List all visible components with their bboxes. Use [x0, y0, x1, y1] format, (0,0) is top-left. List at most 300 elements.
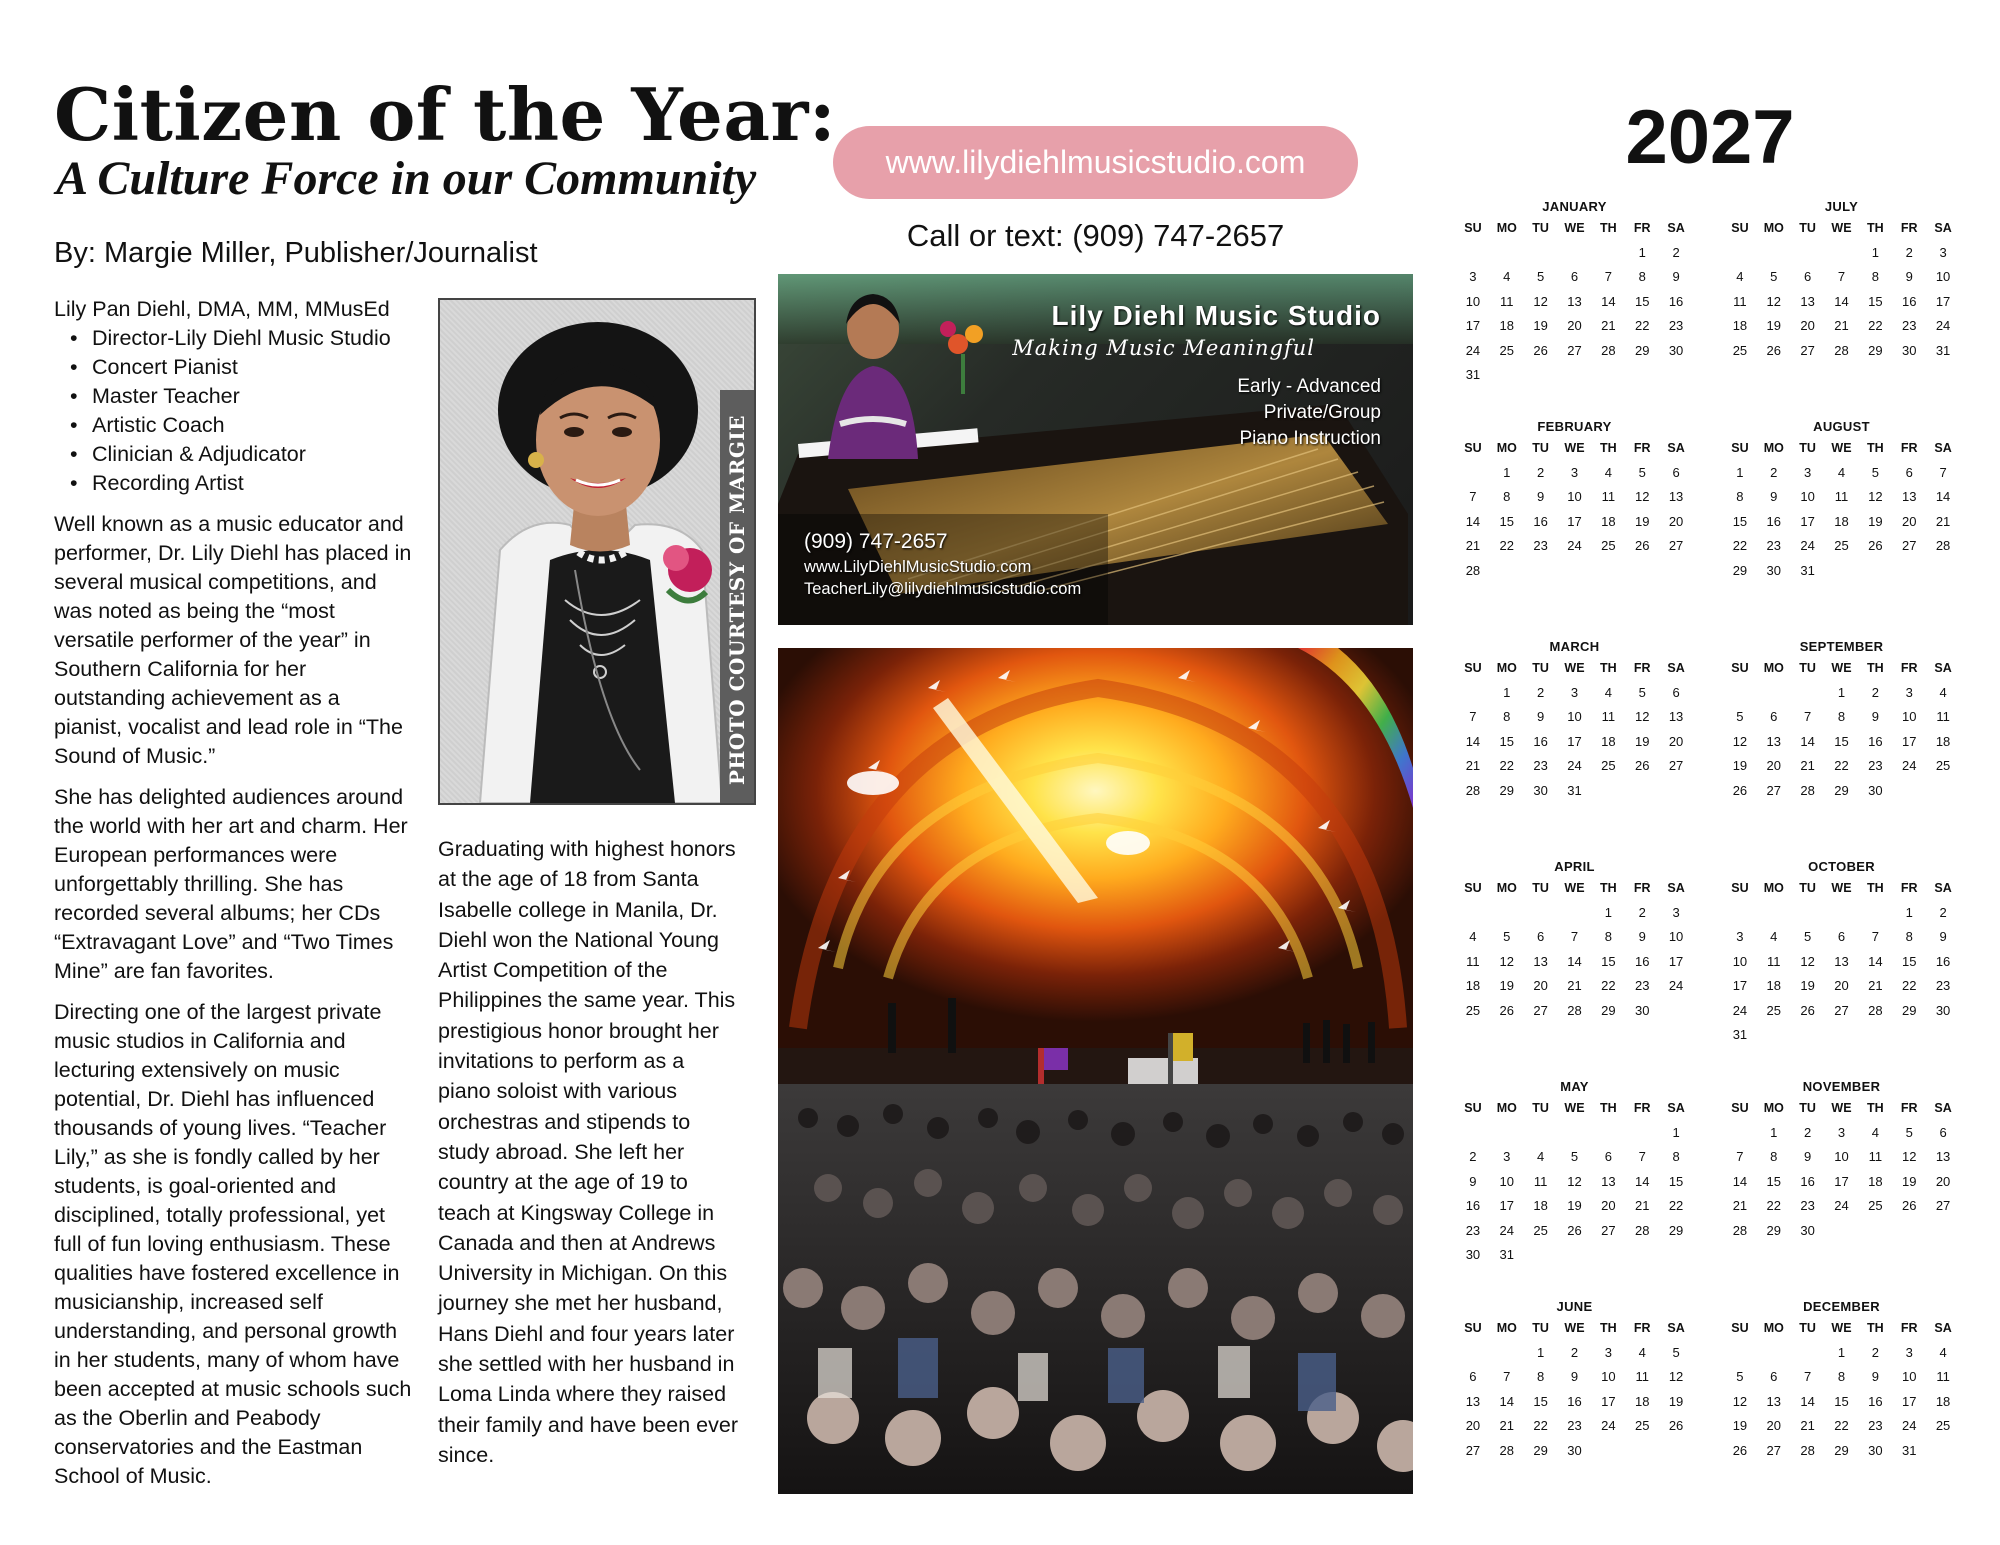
day-cell [1524, 559, 1558, 584]
day-cell: 4 [1837, 464, 1846, 480]
paragraph-3: Directing one of the largest private music studios in California and lecturing extensively on music potential, Dr. Diehl has influenced thousands of young lives. “Teacher Lily,” as she is fondly called by her students, is goal-oriented and disciplined, totally professional, yet full of fun loving enthusiasm. These qualities have fostered excellence in musicianship, increased self understanding, and personal growth in her students, many of whom have been accepted at music schools such as the Oberlin and Peabody conservatories and the Eastman School of Music. [54, 1000, 412, 1488]
day-cell: 30 [1868, 782, 1883, 798]
day-cell: 2 [1871, 1344, 1879, 1360]
weekday-header [1723, 1316, 1960, 1341]
day-cell: 27 [1766, 782, 1781, 798]
day-cell: 25 [1834, 538, 1849, 553]
day-cell: 19 [1766, 318, 1781, 333]
weekday-label: WE [1564, 881, 1585, 895]
weekday-header [1456, 656, 1693, 681]
weekday-label: TU [1532, 1101, 1549, 1115]
day-cell: 13 [1766, 1393, 1781, 1409]
weekday-label: TU [1532, 221, 1549, 235]
day-cell: 11 [1635, 1369, 1649, 1384]
weekday-label: WE [1831, 661, 1852, 675]
day-cell: 6 [1905, 464, 1913, 480]
day-cell: 20 [1834, 978, 1849, 993]
day-cell: 2 [1871, 684, 1879, 700]
day-cell: 24 [1465, 342, 1481, 358]
day-cell: 16 [1868, 733, 1883, 749]
week-row [1723, 510, 1960, 535]
month-name: APRIL [1554, 859, 1595, 874]
week-row [1723, 779, 1960, 804]
day-cell [1926, 1439, 1960, 1464]
day-cell: 15 [1766, 1173, 1781, 1189]
weekday-label: MO [1763, 661, 1784, 675]
day-cell: 8 [1871, 269, 1879, 284]
weekday-label: SU [1731, 221, 1749, 235]
day-cell: 20 [1766, 1418, 1781, 1433]
weekday-label: SU [1464, 881, 1482, 895]
day-cell: 25 [1533, 1222, 1548, 1238]
week-row [1723, 1194, 1960, 1219]
day-cell [1723, 1341, 1757, 1366]
day-cell: 24 [1800, 538, 1815, 553]
week-row [1456, 241, 1693, 266]
day-cell [1659, 363, 1693, 388]
day-cell: 31 [1800, 562, 1815, 578]
day-cell: 14 [1499, 1393, 1514, 1409]
day-cell: 8 [1537, 1369, 1545, 1384]
weekday-label: SU [1464, 1321, 1482, 1335]
day-cell: 19 [1800, 978, 1815, 993]
day-cell [1591, 1243, 1625, 1268]
role-item: • Recording Artist [92, 469, 412, 498]
month-march [1456, 638, 1693, 854]
day-cell: 26 [1732, 782, 1748, 798]
day-cell [1926, 1023, 1960, 1048]
day-cell: 24 [1901, 1418, 1917, 1433]
weekday-label: MO [1496, 441, 1517, 455]
day-cell: 28 [1634, 1222, 1650, 1238]
day-cell: 8 [1905, 929, 1913, 944]
day-cell: 2 [1804, 1124, 1812, 1140]
day-cell [1659, 999, 1693, 1024]
day-cell: 30 [1465, 1247, 1481, 1262]
day-cell: 1 [1871, 244, 1879, 260]
day-cell [1625, 779, 1659, 804]
day-cell: 26 [1668, 1418, 1684, 1433]
day-cell: 3 [1469, 269, 1477, 284]
week-row [1723, 1439, 1960, 1464]
day-cell: 26 [1901, 1198, 1917, 1213]
day-cell: 16 [1668, 293, 1684, 309]
weekday-label: TH [1867, 1321, 1884, 1335]
week-row [1456, 510, 1693, 535]
weekday-label: SA [1667, 441, 1685, 455]
day-cell: 15 [1601, 953, 1616, 969]
week-row [1456, 1145, 1693, 1170]
week-row [1723, 1390, 1960, 1415]
day-cell: 18 [1834, 513, 1849, 529]
day-cell: 5 [1638, 684, 1646, 700]
weekday-label: SU [1731, 1101, 1749, 1115]
week-row [1456, 314, 1693, 339]
day-cell [1757, 901, 1791, 926]
day-cell [1524, 241, 1558, 266]
day-cell: 15 [1834, 1393, 1849, 1409]
weekday-label: SA [1934, 441, 1952, 455]
day-cell: 25 [1935, 1418, 1951, 1433]
day-cell: 16 [1634, 953, 1650, 969]
day-cell: 3 [1570, 684, 1579, 700]
day-cell [1558, 1243, 1592, 1268]
month-april [1456, 858, 1693, 1074]
day-cell: 19 [1868, 513, 1883, 529]
day-cell: 5 [1537, 269, 1545, 284]
day-cell: 14 [1868, 953, 1883, 969]
day-cell: 14 [1800, 733, 1815, 749]
day-cell [1591, 363, 1625, 388]
day-cell: 13 [1567, 293, 1582, 309]
day-cell: 16 [1800, 1173, 1815, 1189]
day-cell: 23 [1668, 318, 1684, 333]
day-cell: 22 [1766, 1198, 1781, 1213]
day-cell: 22 [1499, 538, 1514, 553]
day-cell [1791, 1023, 1825, 1048]
day-cell: 13 [1834, 953, 1849, 969]
day-cell: 21 [1800, 1418, 1815, 1433]
week-row [1723, 461, 1960, 486]
day-cell [1625, 559, 1659, 584]
article-column-1 [54, 295, 412, 1503]
day-cell: 3 [1736, 929, 1744, 944]
day-cell: 9 [1537, 709, 1545, 724]
day-cell: 10 [1732, 953, 1748, 969]
day-cell [1558, 363, 1592, 388]
day-cell: 18 [1601, 733, 1616, 749]
day-cell: 11 [1733, 293, 1747, 309]
day-cell: 10 [1901, 1369, 1917, 1384]
weekday-header [1456, 1096, 1693, 1121]
day-cell: 9 [1537, 489, 1545, 504]
day-cell: 14 [1935, 489, 1951, 504]
week-row [1456, 705, 1693, 730]
day-cell: 2 [1905, 244, 1913, 260]
day-cell: 25 [1868, 1198, 1883, 1213]
day-cell: 3 [1905, 1344, 1913, 1360]
day-cell: 31 [1567, 782, 1582, 798]
day-cell: 1 [1604, 904, 1612, 920]
day-cell: 13 [1668, 709, 1684, 724]
day-cell: 8 [1672, 1149, 1680, 1164]
week-row [1723, 925, 1960, 950]
weekday-label: SA [1934, 661, 1952, 675]
website-link[interactable]: www.lilydiehlmusicstudio.com [833, 126, 1358, 199]
role-item: • Master Teacher [92, 382, 412, 411]
week-row [1723, 681, 1960, 706]
day-cell: 12 [1868, 489, 1883, 504]
day-cell: 23 [1533, 758, 1548, 773]
weekday-header [1723, 876, 1960, 901]
day-cell: 25 [1499, 342, 1514, 358]
article-byline: By: Margie Miller, Publisher/Journalist [54, 237, 538, 269]
day-cell: 24 [1601, 1418, 1616, 1433]
day-cell: 22 [1634, 318, 1650, 333]
week-row [1723, 241, 1960, 266]
week-row [1456, 339, 1693, 364]
day-cell: 17 [1901, 1393, 1917, 1409]
day-cell: 22 [1901, 978, 1917, 993]
day-cell: 12 [1499, 953, 1514, 969]
day-cell: 25 [1601, 758, 1616, 773]
day-cell: 26 [1567, 1222, 1582, 1238]
day-cell: 20 [1533, 978, 1548, 993]
day-cell [1659, 779, 1693, 804]
day-cell: 18 [1935, 733, 1951, 749]
day-cell: 9 [1939, 929, 1947, 944]
day-cell [1591, 241, 1625, 266]
ad-contact [804, 528, 1081, 600]
day-cell: 11 [1936, 709, 1950, 724]
weekday-label: SU [1731, 1321, 1749, 1335]
weekday-label: WE [1564, 1321, 1585, 1335]
day-cell: 26 [1634, 538, 1650, 553]
day-cell [1456, 1341, 1490, 1366]
day-cell: 13 [1601, 1173, 1616, 1189]
day-cell [1456, 1121, 1490, 1146]
day-cell: 24 [1935, 318, 1951, 333]
weekday-header [1456, 876, 1693, 901]
day-cell: 11 [1601, 489, 1616, 504]
day-cell: 3 [1672, 904, 1680, 920]
concert-scene-photo [778, 648, 1413, 1494]
day-cell: 4 [1604, 684, 1612, 700]
role-item: • Concert Pianist [92, 353, 412, 382]
day-cell: 27 [1533, 1002, 1548, 1018]
day-cell: 21 [1465, 538, 1481, 553]
weekday-label: TH [1600, 881, 1617, 895]
day-cell: 18 [1601, 513, 1616, 529]
month-name: MAY [1560, 1079, 1589, 1094]
day-cell [1524, 1121, 1558, 1146]
day-cell: 15 [1533, 1393, 1548, 1409]
month-september [1723, 638, 1960, 854]
month-name: JULY [1824, 199, 1859, 214]
calendar-year: 2027 [1625, 95, 1795, 180]
month-name: OCTOBER [1808, 859, 1875, 874]
day-cell: 21 [1935, 513, 1951, 529]
day-cell: 30 [1935, 1002, 1951, 1018]
weekday-label: TU [1799, 881, 1816, 895]
day-cell: 27 [1567, 342, 1582, 358]
month-may [1456, 1078, 1693, 1294]
day-cell: 4 [1469, 929, 1477, 944]
day-cell: 6 [1939, 1124, 1947, 1140]
day-cell [1791, 681, 1825, 706]
day-cell: 30 [1901, 342, 1917, 358]
day-cell: 2 [1672, 244, 1680, 260]
weekday-label: MO [1496, 221, 1517, 235]
day-cell: 27 [1601, 1222, 1616, 1238]
week-row [1456, 925, 1693, 950]
day-cell: 6 [1770, 709, 1778, 724]
day-cell [1591, 1439, 1625, 1464]
day-cell: 29 [1732, 562, 1748, 578]
weekday-label: TH [1867, 881, 1884, 895]
day-cell: 12 [1567, 1173, 1582, 1189]
weekday-header [1456, 216, 1693, 241]
day-cell: 17 [1800, 513, 1815, 529]
day-cell [1723, 901, 1757, 926]
ad-offer-line: Early - Advanced [1237, 376, 1381, 397]
day-cell [1858, 559, 1892, 584]
day-cell: 19 [1567, 1198, 1582, 1213]
day-cell: 16 [1901, 293, 1917, 309]
weekday-label: WE [1564, 661, 1585, 675]
week-row [1456, 265, 1693, 290]
day-cell: 9 [1570, 1369, 1579, 1384]
week-row [1456, 974, 1693, 999]
weekday-header [1456, 436, 1693, 461]
day-cell: 31 [1499, 1247, 1514, 1262]
day-cell: 14 [1732, 1173, 1748, 1189]
day-cell: 7 [1804, 1369, 1812, 1384]
portrait-photo [438, 298, 756, 805]
day-cell: 21 [1732, 1198, 1748, 1213]
weekday-label: SA [1934, 1101, 1952, 1115]
day-cell: 30 [1766, 562, 1781, 578]
week-row [1456, 950, 1693, 975]
day-cell: 5 [1672, 1344, 1680, 1360]
weekday-label: MO [1763, 1321, 1784, 1335]
week-row [1456, 1365, 1693, 1390]
day-cell [1757, 681, 1791, 706]
day-cell: 12 [1732, 733, 1748, 749]
day-cell: 6 [1804, 269, 1812, 284]
day-cell: 13 [1901, 489, 1917, 504]
day-cell: 10 [1800, 489, 1815, 504]
day-cell [1892, 559, 1926, 584]
day-cell: 21 [1465, 758, 1481, 773]
day-cell: 26 [1800, 1002, 1815, 1018]
article-subtitle: A Culture Force in our Community [56, 152, 757, 205]
day-cell [1892, 779, 1926, 804]
day-cell: 16 [1766, 513, 1781, 529]
weekday-label: WE [1831, 1101, 1852, 1115]
week-row [1723, 1365, 1960, 1390]
day-cell [1926, 559, 1960, 584]
day-cell: 2 [1570, 1344, 1579, 1360]
month-name: MARCH [1549, 639, 1600, 654]
day-cell: 1 [1837, 1344, 1846, 1360]
weekday-label: WE [1831, 1321, 1852, 1335]
day-cell [1558, 1121, 1592, 1146]
day-cell: 7 [1604, 269, 1612, 284]
month-november [1723, 1078, 1960, 1294]
week-row [1723, 534, 1960, 559]
day-cell: 10 [1567, 709, 1582, 724]
day-cell: 6 [1604, 1149, 1612, 1164]
day-cell [1524, 363, 1558, 388]
day-cell: 23 [1465, 1222, 1481, 1238]
day-cell: 4 [1871, 1124, 1879, 1140]
weekday-label: MO [1496, 661, 1517, 675]
day-cell: 8 [1503, 489, 1511, 504]
week-row [1723, 314, 1960, 339]
day-cell: 21 [1868, 978, 1883, 993]
day-cell: 13 [1800, 293, 1815, 309]
day-cell [1892, 1219, 1926, 1244]
day-cell: 2 [1638, 904, 1646, 920]
day-cell [1791, 241, 1825, 266]
week-row [1723, 1219, 1960, 1244]
day-cell: 4 [1770, 929, 1778, 944]
day-cell: 22 [1732, 538, 1748, 553]
day-cell: 6 [1672, 464, 1680, 480]
day-cell: 24 [1668, 978, 1684, 993]
day-cell: 21 [1567, 978, 1582, 993]
month-name: DECEMBER [1803, 1299, 1880, 1314]
day-cell: 26 [1732, 1442, 1748, 1458]
weekday-label: SU [1731, 661, 1749, 675]
day-cell: 25 [1601, 538, 1616, 553]
day-cell [1456, 461, 1490, 486]
week-row [1723, 1023, 1960, 1048]
day-cell: 14 [1465, 733, 1481, 749]
week-row [1723, 705, 1960, 730]
day-cell: 8 [1503, 709, 1511, 724]
day-cell: 20 [1567, 318, 1582, 333]
day-cell: 8 [1770, 1149, 1778, 1164]
day-cell: 17 [1935, 293, 1951, 309]
day-cell: 17 [1732, 978, 1748, 993]
weekday-label: SA [1667, 221, 1685, 235]
day-cell: 31 [1935, 342, 1951, 358]
day-cell: 26 [1499, 1002, 1514, 1018]
day-cell [1490, 1341, 1524, 1366]
weekday-label: MO [1763, 221, 1784, 235]
day-cell: 9 [1871, 1369, 1879, 1384]
day-cell: 3 [1837, 1124, 1846, 1140]
weekday-label: TU [1532, 661, 1549, 675]
day-cell: 1 [1770, 1124, 1778, 1140]
day-cell [1524, 901, 1558, 926]
day-cell [1490, 1121, 1524, 1146]
weekday-label: MO [1496, 1321, 1517, 1335]
week-row [1456, 1341, 1693, 1366]
weekday-label: MO [1763, 881, 1784, 895]
day-cell: 6 [1570, 269, 1579, 284]
month-december [1723, 1298, 1960, 1514]
concert-scene-illustration [778, 648, 1413, 1494]
day-cell: 22 [1499, 758, 1514, 773]
day-cell: 5 [1804, 929, 1812, 944]
weekday-label: MO [1763, 1101, 1784, 1115]
day-cell: 8 [1837, 1369, 1846, 1384]
weekday-label: FR [1633, 441, 1651, 455]
day-cell [1524, 1243, 1558, 1268]
day-cell [1625, 1243, 1659, 1268]
weekday-label: FR [1633, 661, 1651, 675]
week-row [1456, 485, 1693, 510]
day-cell: 25 [1732, 342, 1748, 358]
credentials: Lily Pan Diehl, DMA, MM, MMusEd [54, 297, 390, 321]
day-cell: 27 [1766, 1442, 1781, 1458]
day-cell: 23 [1533, 538, 1548, 553]
day-cell: 11 [1767, 953, 1781, 969]
day-cell: 11 [1936, 1369, 1950, 1384]
day-cell: 19 [1901, 1173, 1917, 1189]
ad-tagline: Making Music Meaningful [1012, 336, 1315, 360]
day-cell: 17 [1601, 1393, 1616, 1409]
day-cell: 7 [1939, 464, 1947, 480]
day-cell: 19 [1732, 1418, 1748, 1433]
weekday-label: FR [1900, 661, 1918, 675]
day-cell [1825, 241, 1859, 266]
weekday-label: SA [1934, 881, 1952, 895]
weekday-label: TU [1799, 661, 1816, 675]
